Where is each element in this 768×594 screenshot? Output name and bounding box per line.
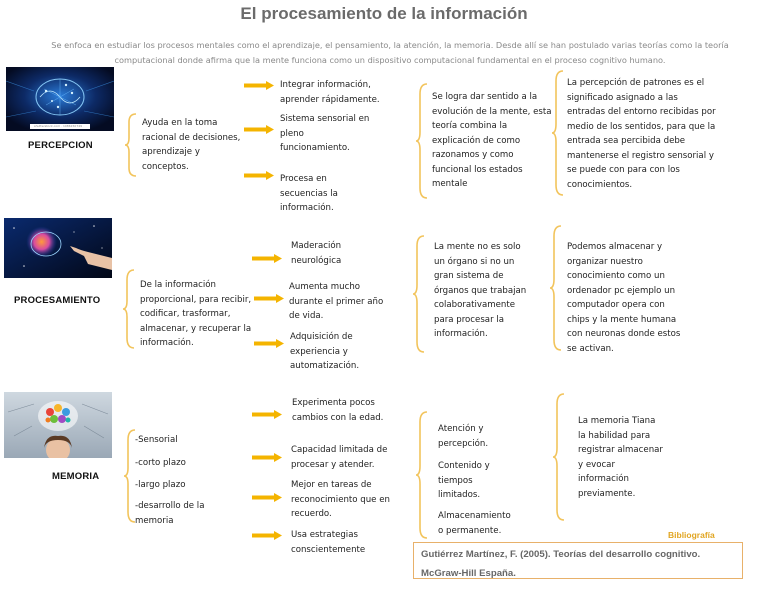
left-curly-brace-icon — [551, 69, 565, 197]
procesamiento-image — [4, 218, 112, 278]
right-arrow-icon — [252, 453, 282, 462]
right-arrow-icon — [244, 125, 274, 134]
procesamiento-item: Maderación neurológica — [291, 241, 342, 266]
memoria-col3-item: Contenido y tiempos limitados. — [438, 461, 490, 500]
left-curly-brace-icon — [549, 224, 563, 352]
memoria-col3-item: Atención y percepción. — [438, 424, 489, 449]
right-arrow-icon — [252, 410, 282, 419]
page-subtitle: Se enfoca en estudiar los procesos mentales como el aprendizaje, el pensamiento, la atención, la memoria. Desde allí se han postulado varias teorías como la teoría computacional donde afirma que la mente funciona como un dispositivo computacional fundamental en el proceso cognitivo humano. — [51, 40, 729, 65]
memoria-list-item: -largo plazo — [135, 480, 186, 490]
procesamiento-item: Adquisición de experiencia y automatización. — [290, 332, 360, 371]
left-curly-brace-icon — [552, 392, 566, 522]
memoria-col3-item: Almacenamiento o permanente. — [438, 511, 511, 536]
procesamiento-label: PROCESAMIENTO — [14, 295, 101, 306]
percepcion-item: Sistema sensorial en pleno funcionamiento. — [280, 114, 370, 153]
percepcion-description: Ayuda en la toma racional de decisiones, aprendizaje y conceptos. — [142, 118, 241, 172]
page-title: El procesamiento de la información — [240, 4, 528, 23]
memoria-item: Usa estrategias conscientemente — [291, 530, 366, 555]
right-arrow-icon — [244, 171, 274, 180]
procesamiento-col4: Podemos almacenar y organizar nuestro conocimiento como un ordenador pc ejemplo un computador opera con chips y la mente humana con neuronas donde estos se activan. — [567, 242, 681, 354]
left-curly-brace-icon — [122, 268, 136, 350]
memoria-list-item: -Sensorial — [135, 435, 178, 445]
percepcion-label: PERCEPCION — [28, 140, 93, 151]
bibliography-box — [413, 542, 743, 579]
bibliography-line: Gutiérrez Martínez, F. (2005). Teorías del desarrollo cognitivo. — [421, 549, 701, 560]
percepcion-col4: La percepción de patrones es el significado asignado a las entradas del entorno recibidas por medio de los sentidos, para que la entrada sea percibida debe mantenerse el registro sensorial y se puede con para con los conocimientos. — [567, 78, 716, 190]
memoria-item: Capacidad limitada de procesar y atender. — [291, 445, 388, 470]
left-curly-brace-icon — [412, 234, 426, 354]
memoria-label: MEMORIA — [52, 471, 100, 482]
memoria-list-item: -corto plazo — [135, 458, 186, 468]
memoria-list-item: -desarrollo de la memoria — [135, 501, 205, 526]
memoria-col4: La memoria Tiana la habilidad para registrar almacenar y evocar información previamente. — [578, 416, 663, 499]
right-arrow-icon — [252, 531, 282, 540]
left-curly-brace-icon — [415, 410, 429, 540]
procesamiento-description: De la información proporcional, para recibir, codificar, trasformar, almacenar, y recuperar la información. — [140, 280, 252, 348]
right-arrow-icon — [254, 294, 284, 303]
percepcion-col3: Se logra dar sentido a la evolución de la mente, esta teoría combina la explicación de como razonamos y como funcional los estados mentale — [432, 92, 552, 189]
memoria-item: Experimenta pocos cambios con la edad. — [292, 398, 384, 423]
memoria-image — [4, 392, 112, 458]
percepcion-image — [6, 67, 114, 131]
procesamiento-item: Aumenta mucho durante el primer año de vida. — [289, 282, 384, 321]
left-curly-brace-icon — [124, 112, 138, 178]
right-arrow-icon — [254, 339, 284, 348]
procesamiento-col3: La mente no es solo un órgano si no un gran sistema de órganos que trabajan colaborativamente para procesar la información. — [434, 242, 527, 339]
left-curly-brace-icon — [415, 82, 429, 200]
right-arrow-icon — [252, 254, 282, 263]
percepcion-item: Procesa en secuencias la información. — [280, 174, 338, 213]
right-arrow-icon — [244, 81, 274, 90]
bibliography-label: Bibliografía — [668, 530, 715, 540]
right-arrow-icon — [252, 493, 282, 502]
bibliography-line: McGraw-Hill España. — [421, 568, 516, 579]
percepcion-item: Integrar información, aprender rápidamente. — [280, 80, 380, 105]
memoria-item: Mejor en tareas de reconocimiento que en recuerdo. — [291, 480, 390, 519]
percepcion-image-caption: shutterstock.com · 1086150749 — [34, 124, 83, 128]
